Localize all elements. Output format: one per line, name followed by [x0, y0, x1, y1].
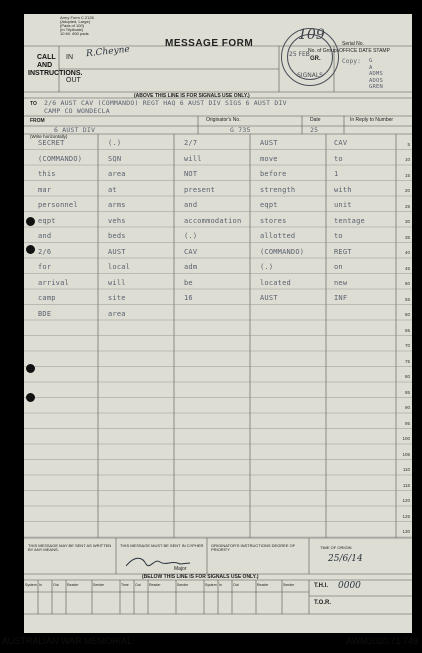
time-of-origin-handwritten: 25/6/14 [328, 554, 363, 564]
footer-as-written: THIS MESSAGE MAY BE SENT AS WRITTEN BY ANY MEANS. [28, 543, 112, 552]
message-cell: allotted [260, 232, 296, 240]
message-form-sheet [24, 14, 412, 633]
message-cell: will [108, 278, 126, 287]
instructions-label: INSTRUCTIONS. [28, 70, 83, 77]
message-cell: move [260, 154, 278, 163]
message-cell: INF [334, 294, 348, 302]
row-number: 85 [404, 389, 410, 395]
message-cell: AUST [260, 294, 278, 302]
row-number: 10 [404, 157, 410, 162]
bottom-table-header: In [219, 583, 222, 587]
bottom-table-header: Out [233, 583, 239, 587]
in-label: IN [66, 54, 73, 61]
copy-item: GREN [369, 84, 384, 90]
punch-hole [26, 245, 35, 254]
message-cell: area [108, 309, 126, 318]
footer-time-origin: TIME OF ORIGIN [320, 545, 352, 550]
row-number: 80 [404, 374, 410, 379]
row-number: 35 [404, 234, 410, 240]
message-cell: AUST [260, 139, 278, 147]
punch-hole [26, 217, 35, 226]
row-number: 65 [404, 327, 410, 333]
army-form-line: 10 M/. 800 pads [60, 31, 89, 36]
signature-rank: Major [174, 566, 187, 572]
message-cell: (.) [184, 232, 198, 240]
row-number: 100 [402, 436, 410, 441]
message-cell: accommodation [184, 216, 242, 225]
message-cell: beds [108, 232, 126, 240]
serial-no-label: Serial No. [342, 41, 364, 47]
row-number: 15 [404, 172, 410, 178]
message-cell: NOT [184, 170, 198, 178]
row-number: 130 [402, 529, 410, 534]
bottom-table-header: Out [53, 583, 59, 587]
copy-label: Copy: [342, 58, 362, 65]
row-number: 70 [404, 343, 410, 348]
punch-hole [26, 393, 35, 402]
copy-item: ADMS [369, 71, 384, 77]
row-number: 115 [402, 482, 410, 488]
gr-label: GR. [310, 56, 321, 62]
message-cell: vehs [108, 216, 126, 225]
row-number: 110 [402, 467, 410, 472]
message-cell: SQN [108, 154, 122, 163]
copy-item: G [369, 58, 373, 64]
row-number: 55 [404, 296, 410, 302]
bottom-table-header: Out [135, 583, 141, 587]
message-cell: with [334, 185, 352, 194]
message-cell: CAV [184, 247, 198, 256]
copy-item: A [369, 64, 373, 71]
bottom-table-header: Reader [149, 583, 161, 587]
in-handwritten: R.Cheyne [85, 44, 131, 60]
row-number: 5 [407, 141, 410, 147]
row-number: 30 [404, 219, 410, 224]
stamp-signals: SIGNALS [297, 72, 323, 79]
row-number: 50 [404, 281, 410, 286]
message-cell: and [38, 232, 52, 240]
message-cell: tentage [334, 216, 365, 225]
office-date-stamp-label: OFFICE DATE STAMP [339, 48, 390, 54]
row-number: 40 [404, 250, 410, 255]
message-cell: BDE [38, 309, 52, 318]
from-text: 6 AUST DIV [54, 126, 96, 134]
row-number: 105 [402, 451, 410, 457]
message-cell: will [184, 154, 202, 163]
army-form-line: (Adopted, Large) [60, 19, 91, 24]
message-cell: at [108, 185, 117, 194]
message-cell: SECRET [38, 139, 65, 147]
to-text-line-1: 2/6 AUST CAV (COMMANDO) REGT HAQ 6 AUST DIV SIGS 6 AUST DIV [44, 99, 287, 107]
bottom-table-header: Reader [67, 583, 79, 587]
row-number: 75 [404, 358, 410, 364]
above-line-label: (ABOVE THIS LINE IS FOR SIGNALS USE ONLY.) [134, 93, 250, 99]
write-horizontally-label: (Write horizontally) [30, 134, 68, 139]
message-cell: on [334, 263, 343, 271]
stamp-date: 25 FEB [289, 51, 310, 58]
bottom-table-header: Time [121, 583, 129, 587]
message-cell: CAV [334, 139, 348, 147]
row-number: 60 [404, 312, 410, 317]
row-number: 95 [404, 420, 410, 426]
row-number: 25 [404, 203, 410, 209]
bottom-table-header: System [25, 583, 37, 587]
bottom-table-header: Sender [93, 583, 105, 587]
from-label: FROM [30, 118, 45, 124]
message-cell: (COMMANDO) [38, 154, 83, 163]
caption-left: AUSTRALIAN WAR MEMORIAL [2, 636, 133, 646]
call-instructions-label [28, 54, 82, 78]
bottom-table-header: Sender [283, 583, 295, 587]
message-cell: (.) [108, 139, 122, 147]
message-cell: stores [260, 216, 287, 225]
row-number: 90 [404, 405, 410, 410]
caption-right: AWM2020.71.749 [346, 636, 418, 646]
stamp-number: 109 [298, 27, 325, 43]
row-number: 20 [404, 188, 410, 193]
message-cell: located [260, 278, 291, 287]
call-label: CALL [37, 54, 56, 61]
bottom-table-header: Sender [177, 583, 189, 587]
to-text-line-2: CAMP CO WONDECLA [44, 107, 110, 115]
footer-originator: ORIGINATOR'S INSTRUCTIONS DEGREE OF PRIORITY [211, 543, 296, 552]
bottom-table-header: In [39, 583, 42, 587]
message-cell: strength [260, 185, 296, 194]
message-cell: before [260, 170, 287, 178]
army-form-line: (In Triplicate) [60, 27, 84, 32]
message-cell: for [38, 263, 52, 271]
message-cell: 2/6 [38, 247, 52, 256]
copy-item: ADOS [369, 77, 384, 84]
message-cell: eqpt [38, 216, 56, 225]
message-cell: adm [184, 263, 198, 271]
date-label: Date [310, 117, 321, 123]
message-cell: present [184, 185, 215, 194]
army-form-line: (Pads of 100) [60, 23, 85, 28]
message-cell: new [334, 278, 348, 287]
thi-handwritten: 0000 [338, 581, 361, 591]
thi-label: T.H.I. [314, 583, 329, 589]
message-cell: to [334, 154, 343, 163]
message-cell: arms [108, 201, 126, 209]
bottom-table-header: Reader [257, 583, 269, 587]
message-cell: site [108, 294, 126, 302]
message-cell: arrival [38, 278, 69, 287]
row-number: 45 [404, 265, 410, 271]
message-cell: unit [334, 201, 352, 209]
bottom-table-header: System [205, 583, 217, 587]
below-line-label: (BELOW THIS LINE IS FOR SIGNALS USE ONLY.) [142, 574, 259, 580]
message-cell: camp [38, 294, 56, 302]
message-cell: local [108, 263, 131, 271]
no-of-groups-label: No. of Groups [308, 48, 340, 54]
out-label: OUT [66, 77, 81, 84]
to-label: TO [30, 101, 37, 107]
message-cell: area [108, 170, 126, 178]
message-cell: eqpt [260, 201, 278, 209]
message-cell: be [184, 278, 193, 287]
copy-list [369, 58, 383, 91]
row-number: 120 [402, 498, 410, 503]
army-form-line: Army Form C.2128 [60, 15, 94, 20]
punch-hole [26, 364, 35, 373]
footer-cypher: THIS MESSAGE MUST BE SENT IN CYPHER [120, 543, 204, 548]
form-title: MESSAGE FORM [165, 38, 254, 49]
tor-label: T.O.R. [314, 600, 332, 606]
message-cell: REGT [334, 247, 352, 256]
date-value: 25 [310, 126, 319, 134]
message-cell: (COMMANDO) [260, 247, 305, 256]
message-cell: mar [38, 185, 52, 194]
message-cell: AUST [108, 247, 126, 256]
message-cell: and [184, 201, 198, 209]
message-cell: personnel [38, 201, 78, 209]
message-cell: to [334, 232, 343, 240]
message-cell: 2/7 [184, 139, 198, 147]
message-cell: 16 [184, 294, 193, 302]
message-cell: (.) [260, 263, 274, 271]
row-number: 125 [402, 513, 410, 519]
originator-no: G 735 [230, 126, 251, 134]
message-cell: 1 [334, 170, 339, 178]
originator-label: Originator's No. [206, 117, 241, 123]
message-cell: this [38, 170, 56, 178]
reply-label: In Reply to Number [350, 117, 394, 123]
and-label: AND [37, 62, 53, 69]
